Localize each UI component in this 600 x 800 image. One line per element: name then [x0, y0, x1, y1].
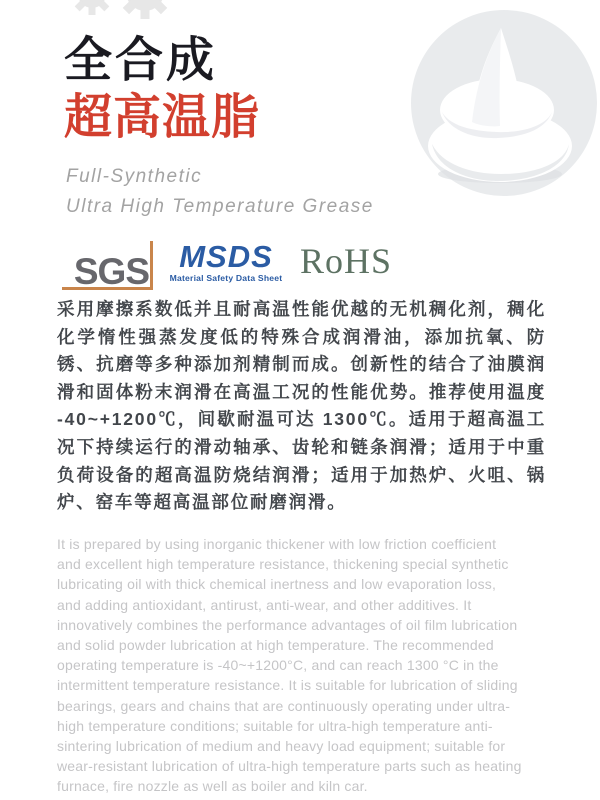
subtitle-line2: Ultra High Temperature Grease	[66, 196, 374, 217]
certification-badges	[62, 238, 542, 292]
description-english: It is prepared by using inorganic thickener with low friction coefficient and excellent high temperature resistance, thickening special synthetic lubricating oil with thick chemical inertness and low evaporation loss, and adding antioxidant, antirust, anti-wear, and other additives. It innovatively combines the performance advantages of oil film lubrication and solid powder lubrication at high temperature. The recommended operating temperature is -40~+1200°C, and can reach 1300 °C in the intermittent temperature resistance. It is suitable for lubrication of sliding bearings, gears and chains that are continuously operating under ultra-high temperature conditions; suitable for ultra-high temperature anti-sintering lubrication of medium and heavy load equipment; suitable for wear-resistant lubrication of ultra-high temperature parts such as heating furnace, fire nozzle as well as boiler and kiln car.	[57, 536, 522, 795]
msds-logo-sublabel: Material Safety Data Sheet	[169, 273, 283, 283]
product-subtitle	[66, 162, 374, 222]
rohs-logo-label: RoHS	[300, 241, 393, 281]
product-title-line1: 全合成	[64, 34, 218, 87]
msds-logo	[164, 239, 288, 283]
subtitle-line1: Full-Synthetic	[66, 166, 203, 187]
gear-icon	[68, 0, 188, 30]
msds-logo-label: MSDS	[179, 239, 273, 274]
description-chinese: 采用摩擦系数低并且耐高温性能优越的无机稠化剂，稠化化学惰性强蒸发度低的特殊合成润滑油，添加抗氧、防锈、抗磨等多种添加剂精制而成。创新性的结合了油膜润滑和固体粉末润滑在高温工况的性能优势。推荐使用温度 -40~+1200℃，间歇耐温可达 1300℃。适用于超高温工况下持续运行的滑动轴承、齿轮和链条润滑；适用于中重负荷设备的超高温防烧结润滑；适用于加热炉、火咀、锅炉、窑车等超高温部位耐磨润滑。	[57, 299, 546, 513]
title-block	[64, 32, 374, 222]
sgs-logo-label: SGS	[73, 251, 149, 292]
grease-swirl-icon	[404, 6, 600, 202]
sgs-logo	[62, 241, 153, 290]
gears-decoration	[68, 0, 188, 30]
hero-grease-image	[404, 6, 600, 202]
product-title-line2: 超高温脂	[64, 91, 261, 144]
rohs-logo	[300, 240, 392, 282]
